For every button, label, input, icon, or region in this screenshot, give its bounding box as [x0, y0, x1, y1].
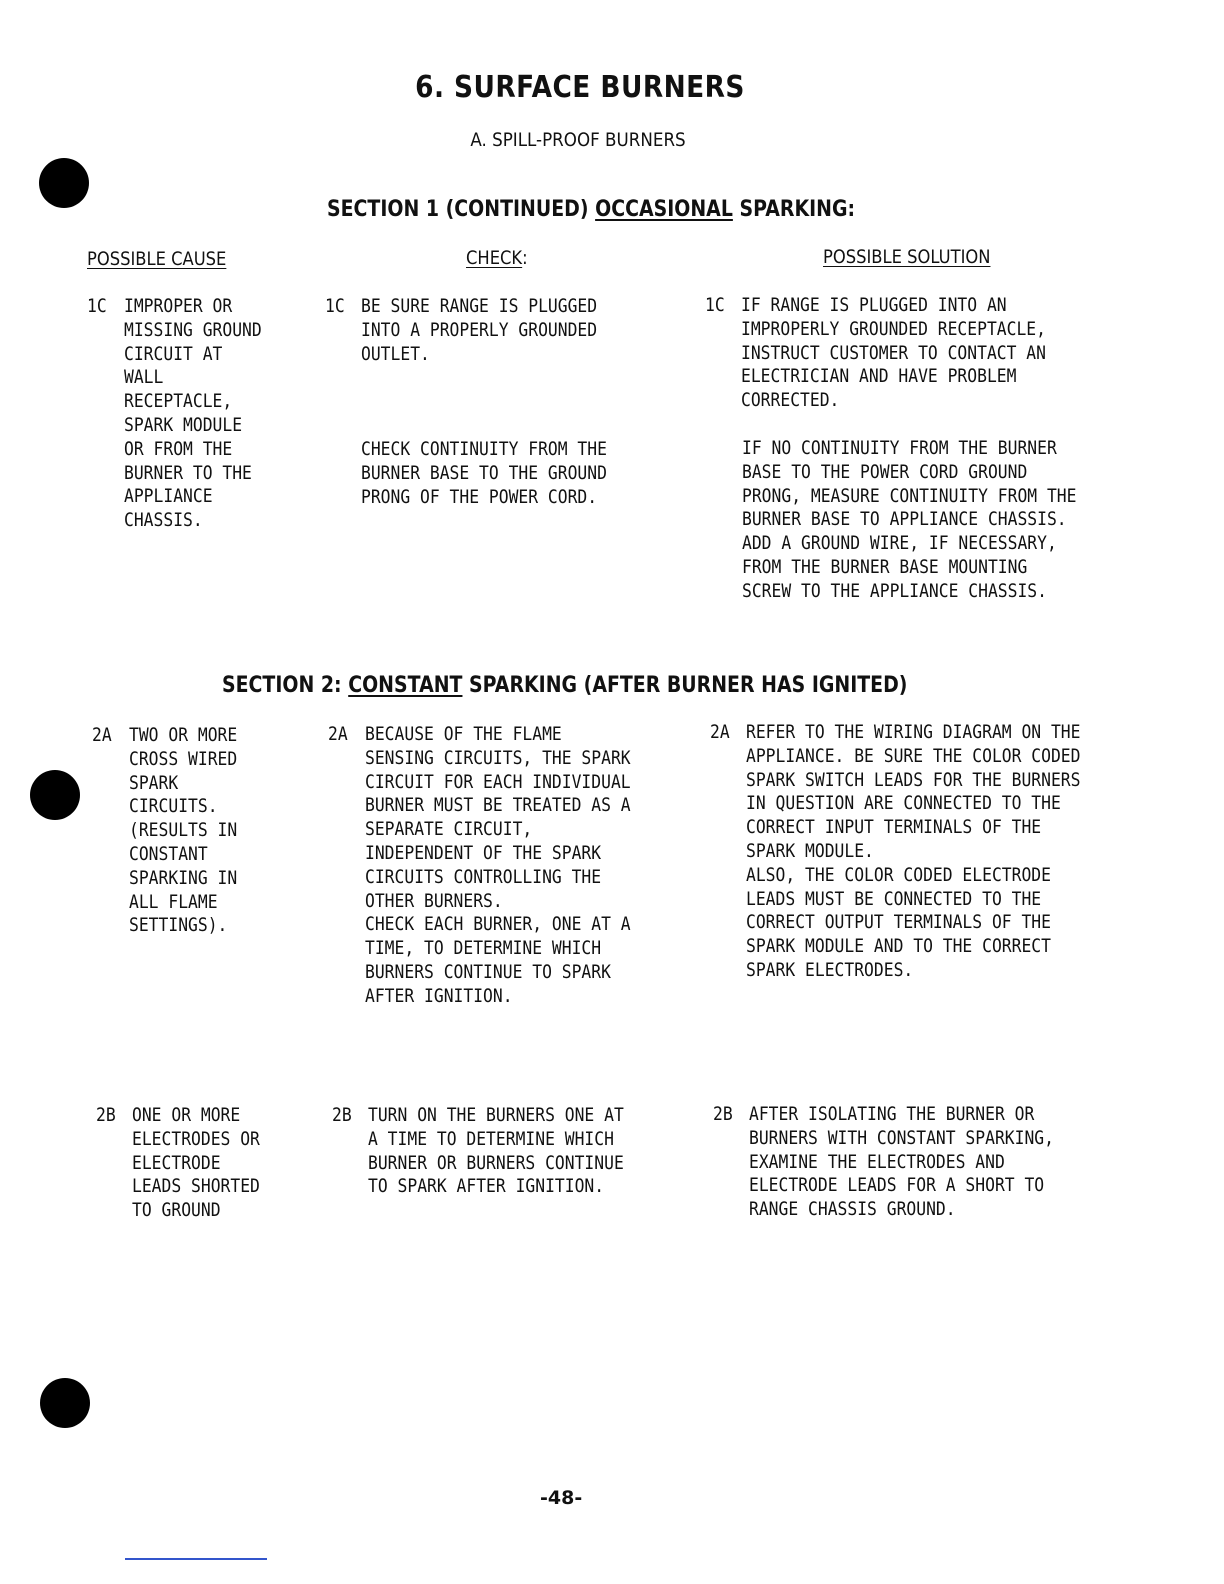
section-1-heading	[327, 197, 855, 222]
row-2a-cause-label: 2A	[92, 724, 112, 746]
row-2a-cause: TWO OR MORE CROSS WIRED SPARK CIRCUITS. (RESULTS IN CONSTANT SPARKING IN ALL FLAME SETTINGS).	[129, 724, 238, 937]
row-2b-solution: AFTER ISOLATING THE BURNER OR BURNERS WITH CONSTANT SPARKING, EXAMINE THE ELECTRODES AND ELECTRODE LEADS FOR A SHORT TO RANGE CHASSIS GROUND.	[749, 1103, 1054, 1221]
row-1c-check-1: BE SURE RANGE IS PLUGGED INTO A PROPERLY GROUNDED OUTLET.	[361, 295, 598, 365]
row-2b-cause-label: 2B	[96, 1104, 116, 1126]
row-1c-cause: IMPROPER OR MISSING GROUND CIRCUIT AT WALL RECEPTACLE, SPARK MODULE OR FROM THE BURNER TO THE APPLIANCE CHASSIS.	[124, 295, 262, 532]
column-heading-solution: POSSIBLE SOLUTION	[823, 246, 991, 268]
row-2b-cause: ONE OR MORE ELECTRODES OR ELECTRODE LEADS SHORTED TO GROUND	[132, 1104, 260, 1222]
column-heading-check-label: CHECK	[466, 247, 523, 269]
row-2b-check-label: 2B	[332, 1104, 352, 1126]
row-1c-solution-1: IF RANGE IS PLUGGED INTO AN IMPROPERLY GROUNDED RECEPTACLE, INSTRUCT CUSTOMER TO CONTACT AN ELECTRICIAN AND HAVE PROBLEM CORRECTED.	[741, 294, 1046, 412]
section-1-heading-suffix: SPARKING:	[732, 197, 856, 222]
row-1c-cause-label: 1C	[87, 295, 107, 317]
row-2a-check-label: 2A	[328, 723, 348, 745]
row-2a-check: BECAUSE OF THE FLAME SENSING CIRCUITS, THE SPARK CIRCUIT FOR EACH INDIVIDUAL BURNER MUST BE TREATED AS A SEPARATE CIRCUIT, INDEPENDENT OF THE SPARK CIRCUITS CONTROLLING THE OTHER BURNERS. CHECK EACH BURNER, ONE AT A TIME, TO DETERMINE WHICH BURNERS CONTINUE TO SPARK AFTER IGNITION.	[365, 723, 631, 1007]
page-number: -48-	[540, 1487, 583, 1509]
row-2a-solution-label: 2A	[710, 721, 730, 743]
punch-hole-bottom	[40, 1378, 90, 1428]
row-1c-check-label: 1C	[325, 295, 345, 317]
row-2b-solution-label: 2B	[713, 1103, 733, 1125]
row-2a-solution: REFER TO THE WIRING DIAGRAM ON THE APPLIANCE. BE SURE THE COLOR CODED SPARK SWITCH LEADS FOR THE BURNERS IN QUESTION ARE CONNECTED TO THE CORRECT INPUT TERMINALS OF THE SPARK MODULE. ALSO, THE COLOR CODED ELECTRODE LEADS MUST BE CONNECTED TO THE CORRECT OUTPUT TERMINALS OF THE SPARK MODULE AND TO THE CORRECT SPARK ELECTRODES.	[746, 721, 1081, 981]
section-2-heading	[222, 673, 907, 698]
footer-rule	[125, 1558, 267, 1560]
row-1c-check-2: CHECK CONTINUITY FROM THE BURNER BASE TO THE GROUND PRONG OF THE POWER CORD.	[361, 438, 607, 508]
section-2-heading-prefix: SECTION 2:	[222, 673, 349, 698]
column-heading-cause: POSSIBLE CAUSE	[87, 248, 227, 270]
row-2b-check: TURN ON THE BURNERS ONE AT A TIME TO DETERMINE WHICH BURNER OR BURNERS CONTINUE TO SPARK AFTER IGNITION.	[368, 1104, 624, 1198]
punch-hole-middle	[30, 770, 80, 820]
row-1c-solution-label: 1C	[705, 294, 725, 316]
column-heading-check	[466, 247, 528, 269]
punch-hole-top	[39, 158, 89, 208]
column-heading-check-colon: :	[522, 247, 528, 269]
section-2-heading-emphasis: CONSTANT	[348, 673, 463, 698]
section-1-heading-prefix: SECTION 1 (CONTINUED)	[327, 197, 596, 222]
page-subtitle: A. SPILL-PROOF BURNERS	[470, 129, 686, 151]
page-title: 6. SURFACE BURNERS	[415, 70, 745, 105]
section-1-heading-emphasis: OCCASIONAL	[595, 197, 733, 222]
section-2-heading-suffix: SPARKING (AFTER BURNER HAS IGNITED)	[462, 673, 908, 698]
row-1c-solution-2: IF NO CONTINUITY FROM THE BURNER BASE TO THE POWER CORD GROUND PRONG, MEASURE CONTINUITY FROM THE BURNER BASE TO APPLIANCE CHASSIS. ADD A GROUND WIRE, IF NECESSARY, FROM THE BURNER BASE MOUNTING SCREW TO THE APPLIANCE CHASSIS.	[742, 437, 1077, 602]
